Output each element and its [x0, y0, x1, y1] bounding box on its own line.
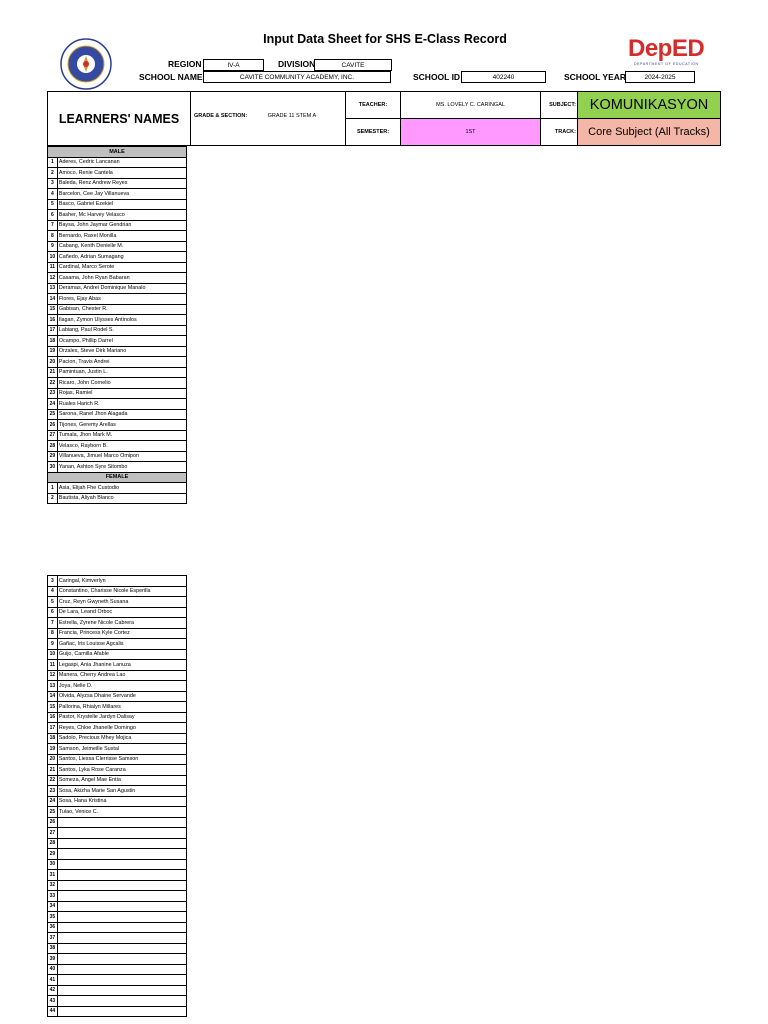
row-number: 25 — [48, 807, 58, 818]
learner-name-cell[interactable]: Sosa, Akizha Marie San Agustin — [57, 786, 186, 797]
row-number: 1 — [48, 157, 58, 168]
learner-row — [48, 262, 187, 273]
row-number: 20 — [48, 357, 58, 368]
row-number: 9 — [48, 241, 58, 252]
learner-name-cell[interactable]: Rojas, Ramiel — [57, 388, 186, 399]
learner-name-cell[interactable]: Manera, Cherry Andrea Lao — [57, 670, 186, 681]
row-number: 36 — [48, 922, 58, 933]
learner-row — [48, 628, 187, 639]
row-number: 4 — [48, 586, 58, 597]
learner-row — [48, 304, 187, 315]
row-number: 15 — [48, 702, 58, 713]
row-number: 21 — [48, 367, 58, 378]
row-number: 6 — [48, 607, 58, 618]
learner-row — [48, 996, 187, 1007]
row-number: 35 — [48, 912, 58, 923]
teacher-label: TEACHER: — [346, 92, 401, 119]
row-number: 26 — [48, 420, 58, 431]
row-number: 19 — [48, 346, 58, 357]
learner-name-cell[interactable]: Velasco, Rayborn B. — [57, 441, 186, 452]
learner-row — [48, 723, 187, 734]
row-number: 13 — [48, 681, 58, 692]
learner-name-cell[interactable] — [57, 985, 186, 996]
section-header-row — [48, 472, 187, 483]
learner-name-cell[interactable]: Baysa, John Jaymar Gendrian — [57, 220, 186, 231]
school-year-label: SCHOOL YEAR — [564, 72, 627, 82]
school-year-value[interactable]: 2024-2025 — [625, 71, 695, 83]
learner-name-cell[interactable] — [57, 996, 186, 1007]
row-number: 44 — [48, 1006, 58, 1017]
row-number: 34 — [48, 901, 58, 912]
section-header: FEMALE — [48, 472, 187, 483]
row-number: 16 — [48, 315, 58, 326]
learner-row — [48, 838, 187, 849]
learner-row — [48, 607, 187, 618]
learner-row — [48, 576, 187, 587]
learner-name-cell[interactable]: Barcelon, Cee Jay Villanueva — [57, 189, 186, 200]
page-title: Input Data Sheet for SHS E-Class Record — [263, 32, 507, 46]
learner-row — [48, 691, 187, 702]
learner-row — [48, 1006, 187, 1017]
row-number: 24 — [48, 796, 58, 807]
row-number: 2 — [48, 493, 58, 504]
row-number: 5 — [48, 597, 58, 608]
row-number: 30 — [48, 859, 58, 870]
learner-name-cell[interactable]: Ruales Harich R. — [57, 399, 186, 410]
learner-name-cell[interactable] — [57, 912, 186, 923]
row-number: 8 — [48, 628, 58, 639]
row-number: 40 — [48, 964, 58, 975]
learner-row — [48, 954, 187, 965]
row-number: 11 — [48, 660, 58, 671]
learner-name-cell[interactable]: Villanueva, Jimuel Marco Omipon — [57, 451, 186, 462]
learner-name-cell[interactable]: Pallorina, Rhialyn Millares — [57, 702, 186, 713]
learner-row — [48, 357, 187, 368]
learner-row — [48, 462, 187, 473]
row-number: 39 — [48, 954, 58, 965]
learner-row — [48, 441, 187, 452]
learner-name-cell[interactable]: Sosa, Hana Kristina — [57, 796, 186, 807]
semester-label: SEMESTER: — [346, 119, 401, 146]
learner-row — [48, 796, 187, 807]
learner-name-cell[interactable]: Pamintuan, Justin L. — [57, 367, 186, 378]
row-number: 10 — [48, 649, 58, 660]
row-number: 22 — [48, 775, 58, 786]
learner-name-cell[interactable] — [57, 828, 186, 839]
row-number: 17 — [48, 325, 58, 336]
learner-name-cell[interactable]: Caringal, Kimverlyn — [57, 576, 186, 587]
row-number: 3 — [48, 178, 58, 189]
row-number: 20 — [48, 754, 58, 765]
region-label: REGION — [168, 59, 202, 69]
learner-row — [48, 597, 187, 608]
learner-name-cell[interactable]: Bautista, Aliyah Blanco — [57, 493, 186, 504]
row-number: 14 — [48, 294, 58, 305]
row-number: 12 — [48, 273, 58, 284]
learner-row — [48, 754, 187, 765]
learner-row — [48, 346, 187, 357]
learner-row — [48, 168, 187, 179]
learner-row — [48, 399, 187, 410]
learner-row — [48, 786, 187, 797]
learner-name-cell[interactable]: Pastor, Krystelle Jardyn Dalisay — [57, 712, 186, 723]
deped-logo — [628, 36, 720, 68]
grade-section-cell — [191, 92, 346, 146]
learner-name-cell[interactable]: Tijones, Geremy Arellas — [57, 420, 186, 431]
deped-logo-subtitle: DEPARTMENT OF EDUCATION — [634, 62, 699, 66]
learner-row — [48, 964, 187, 975]
teacher-value[interactable]: MS. LOVELY C. CARINGAL — [401, 92, 541, 119]
learner-name-cell[interactable]: Francia, Princess Kyle Cortez — [57, 628, 186, 639]
learner-row — [48, 199, 187, 210]
row-number: 4 — [48, 189, 58, 200]
row-number: 38 — [48, 943, 58, 954]
learner-row — [48, 733, 187, 744]
learner-row — [48, 807, 187, 818]
row-number: 32 — [48, 880, 58, 891]
learner-name-cell[interactable]: Ricaro, John Cornelio — [57, 378, 186, 389]
learner-row — [48, 891, 187, 902]
row-number: 2 — [48, 168, 58, 179]
learner-row — [48, 933, 187, 944]
learner-row — [48, 922, 187, 933]
track-label: TRACK: — [541, 119, 578, 146]
learner-name-cell[interactable]: Olvida, Alyzsa Dhaine Servande — [57, 691, 186, 702]
learner-row — [48, 178, 187, 189]
learner-row — [48, 985, 187, 996]
learner-name-cell[interactable]: Labiang, Paul Rodel S. — [57, 325, 186, 336]
class-info-header — [47, 91, 721, 146]
learner-row — [48, 378, 187, 389]
row-number: 18 — [48, 336, 58, 347]
row-number: 33 — [48, 891, 58, 902]
learner-name-cell[interactable] — [57, 817, 186, 828]
learners-table-page2 — [47, 575, 187, 1017]
learner-name-cell[interactable]: Ocampo, Phillip Darrel — [57, 336, 186, 347]
learner-name-cell[interactable] — [57, 891, 186, 902]
learner-row — [48, 975, 187, 986]
row-number: 28 — [48, 838, 58, 849]
row-number: 15 — [48, 304, 58, 315]
learner-row — [48, 765, 187, 776]
learner-name-cell[interactable]: Sadolo, Precious Mhey Mojica — [57, 733, 186, 744]
learner-name-cell[interactable]: Constantino, Charisse Nicole Esperilla — [57, 586, 186, 597]
learner-name-cell[interactable]: Gabisan, Chester R. — [57, 304, 186, 315]
learner-row — [48, 649, 187, 660]
learner-name-cell[interactable]: Santos, Lyka Rose Caranza — [57, 765, 186, 776]
row-number: 9 — [48, 639, 58, 650]
row-number: 19 — [48, 744, 58, 755]
learner-row — [48, 325, 187, 336]
learner-name-cell[interactable]: Pacion, Travis Andrei — [57, 357, 186, 368]
row-number: 43 — [48, 996, 58, 1007]
learner-row — [48, 409, 187, 420]
division-value[interactable]: CAVITE — [314, 59, 392, 71]
track-value[interactable]: Core Subject (All Tracks) — [578, 119, 721, 146]
row-number: 27 — [48, 430, 58, 441]
learner-name-cell[interactable]: Tumala, Jhon Mark M. — [57, 430, 186, 441]
row-number: 11 — [48, 262, 58, 273]
learner-row — [48, 220, 187, 231]
learner-name-cell[interactable]: De Lara, Leand Orboc — [57, 607, 186, 618]
learner-row — [48, 586, 187, 597]
learner-name-cell[interactable] — [57, 1006, 186, 1017]
row-number: 14 — [48, 691, 58, 702]
division-label: DIVISION — [278, 59, 316, 69]
learner-name-cell[interactable] — [57, 964, 186, 975]
deped-seal-icon — [60, 38, 112, 90]
learner-name-cell[interactable]: Cañedo, Adrian Sumagang — [57, 252, 186, 263]
learner-row — [48, 252, 187, 263]
learner-name-cell[interactable]: Deramas, Andrei Dominique Manalo — [57, 283, 186, 294]
row-number: 24 — [48, 399, 58, 410]
row-number: 17 — [48, 723, 58, 734]
learner-row — [48, 483, 187, 494]
learner-row — [48, 912, 187, 923]
learner-name-cell[interactable] — [57, 975, 186, 986]
learner-row — [48, 420, 187, 431]
row-number: 7 — [48, 220, 58, 231]
learner-row — [48, 189, 187, 200]
learner-name-cell[interactable]: Guijo, Camilla Afable — [57, 649, 186, 660]
subject-value[interactable]: KOMUNIKASYON — [578, 92, 721, 119]
row-number: 27 — [48, 828, 58, 839]
section-header-row — [48, 147, 187, 158]
row-number: 37 — [48, 933, 58, 944]
learner-row — [48, 702, 187, 713]
school-id-value[interactable]: 402240 — [461, 71, 546, 83]
row-number: 41 — [48, 975, 58, 986]
learner-name-cell[interactable]: Asia, Elijah Fhe Custodio — [57, 483, 186, 494]
row-number: 6 — [48, 210, 58, 221]
section-header: MALE — [48, 147, 187, 158]
learner-name-cell[interactable]: Joya, Nelle D. — [57, 681, 186, 692]
row-number: 5 — [48, 199, 58, 210]
learner-row — [48, 493, 187, 504]
row-number: 23 — [48, 786, 58, 797]
learner-row — [48, 451, 187, 462]
learners-table-page1 — [47, 146, 187, 504]
learner-name-cell[interactable] — [57, 943, 186, 954]
learner-name-cell[interactable]: Legaspi, Ania Jhanine Lanuza — [57, 660, 186, 671]
learner-row — [48, 901, 187, 912]
learner-name-cell[interactable]: Tulao, Venice C. — [57, 807, 186, 818]
row-number: 22 — [48, 378, 58, 389]
row-number: 28 — [48, 441, 58, 452]
learner-name-cell[interactable]: Basco, Gabriel Ezekiel — [57, 199, 186, 210]
learner-row — [48, 315, 187, 326]
learner-row — [48, 670, 187, 681]
row-number: 42 — [48, 985, 58, 996]
row-number: 29 — [48, 451, 58, 462]
row-number: 13 — [48, 283, 58, 294]
row-number: 29 — [48, 849, 58, 860]
learner-name-cell[interactable] — [57, 901, 186, 912]
learner-name-cell[interactable]: Reyes, Chloe Jhanelle Domingo — [57, 723, 186, 734]
learner-name-cell[interactable]: Estrella, Zyrene Nicole Cabrera — [57, 618, 186, 629]
learner-row — [48, 859, 187, 870]
learner-name-cell[interactable]: Basher, Mc Harvey Velasco — [57, 210, 186, 221]
learner-row — [48, 283, 187, 294]
learner-row — [48, 430, 187, 441]
school-name-label: SCHOOL NAME — [139, 72, 203, 82]
learner-row — [48, 712, 187, 723]
deped-logo-text: DepED — [628, 35, 705, 62]
row-number: 30 — [48, 462, 58, 473]
row-number: 31 — [48, 870, 58, 881]
row-number: 23 — [48, 388, 58, 399]
learner-name-cell[interactable]: Cardinal, Marco Serote — [57, 262, 186, 273]
learner-row — [48, 618, 187, 629]
learner-name-cell[interactable] — [57, 859, 186, 870]
grade-section-label: GRADE & SECTION: — [194, 113, 248, 119]
learner-name-cell[interactable]: Samson, Jeimeille Sustal — [57, 744, 186, 755]
learner-row — [48, 367, 187, 378]
learner-row — [48, 828, 187, 839]
learner-name-cell[interactable]: Flores, Ejay Abas — [57, 294, 186, 305]
learner-name-cell[interactable] — [57, 880, 186, 891]
learner-row — [48, 273, 187, 284]
learner-name-cell[interactable]: Santos, Liessa Clerrisse Samson — [57, 754, 186, 765]
learner-row — [48, 681, 187, 692]
row-number: 1 — [48, 483, 58, 494]
learner-name-cell[interactable]: Cruz, Reyn Gwyneth Susana — [57, 597, 186, 608]
learners-names-heading: LEARNERS' NAMES — [48, 92, 191, 146]
learner-row — [48, 849, 187, 860]
learner-name-cell[interactable]: Bernardo, Raxel Monilla — [57, 231, 186, 242]
row-number: 21 — [48, 765, 58, 776]
learner-row — [48, 210, 187, 221]
learner-name-cell[interactable] — [57, 954, 186, 965]
learner-name-cell[interactable]: Someza, Angel Mae Entia — [57, 775, 186, 786]
learner-name-cell[interactable]: Gañac, Iris Louisse Agcalis — [57, 639, 186, 650]
learner-name-cell[interactable] — [57, 922, 186, 933]
learner-name-cell[interactable]: Casama, John Ryan Babaran — [57, 273, 186, 284]
learner-name-cell[interactable]: Baleda, Renz Andrew Reyes — [57, 178, 186, 189]
semester-value[interactable]: 1ST — [401, 119, 541, 146]
learner-name-cell[interactable] — [57, 870, 186, 881]
learner-name-cell[interactable]: Yanan, Ashton Syre Sitombo — [57, 462, 186, 473]
learner-name-cell[interactable] — [57, 838, 186, 849]
learner-row — [48, 157, 187, 168]
row-number: 8 — [48, 231, 58, 242]
learner-row — [48, 388, 187, 399]
row-number: 7 — [48, 618, 58, 629]
row-number: 3 — [48, 576, 58, 587]
learner-name-cell[interactable]: Cabang, Kenth Denielle M. — [57, 241, 186, 252]
learner-row — [48, 336, 187, 347]
learner-name-cell[interactable]: Ilagan, Zymon Ulysses Antinolos — [57, 315, 186, 326]
row-number: 10 — [48, 252, 58, 263]
row-number: 12 — [48, 670, 58, 681]
school-name-value[interactable]: CAVITE COMMUNITY ACADEMY, INC. — [203, 71, 391, 83]
learner-row — [48, 639, 187, 650]
learner-row — [48, 241, 187, 252]
row-number: 25 — [48, 409, 58, 420]
learner-name-cell[interactable] — [57, 933, 186, 944]
learner-row — [48, 775, 187, 786]
learner-name-cell[interactable]: Orzales, Steve Dirk Mariano — [57, 346, 186, 357]
grade-section-value[interactable]: GRADE 11 STEM A — [267, 113, 317, 119]
subject-label: SUBJECT: — [541, 92, 578, 119]
learner-row — [48, 294, 187, 305]
learner-row — [48, 231, 187, 242]
row-number: 16 — [48, 712, 58, 723]
row-number: 18 — [48, 733, 58, 744]
school-id-label: SCHOOL ID — [413, 72, 461, 82]
row-number: 26 — [48, 817, 58, 828]
learner-row — [48, 744, 187, 755]
region-value[interactable]: IV-A — [203, 59, 264, 71]
learner-row — [48, 880, 187, 891]
learner-row — [48, 943, 187, 954]
learner-row — [48, 660, 187, 671]
learner-name-cell[interactable] — [57, 849, 186, 860]
learner-name-cell[interactable]: Sarona, Ranel Jhon Alagada — [57, 409, 186, 420]
learner-row — [48, 817, 187, 828]
learner-row — [48, 870, 187, 881]
learner-name-cell[interactable]: Amoco, Renie Cantela — [57, 168, 186, 179]
learner-name-cell[interactable]: Aderes, Cedric Lancanan — [57, 157, 186, 168]
